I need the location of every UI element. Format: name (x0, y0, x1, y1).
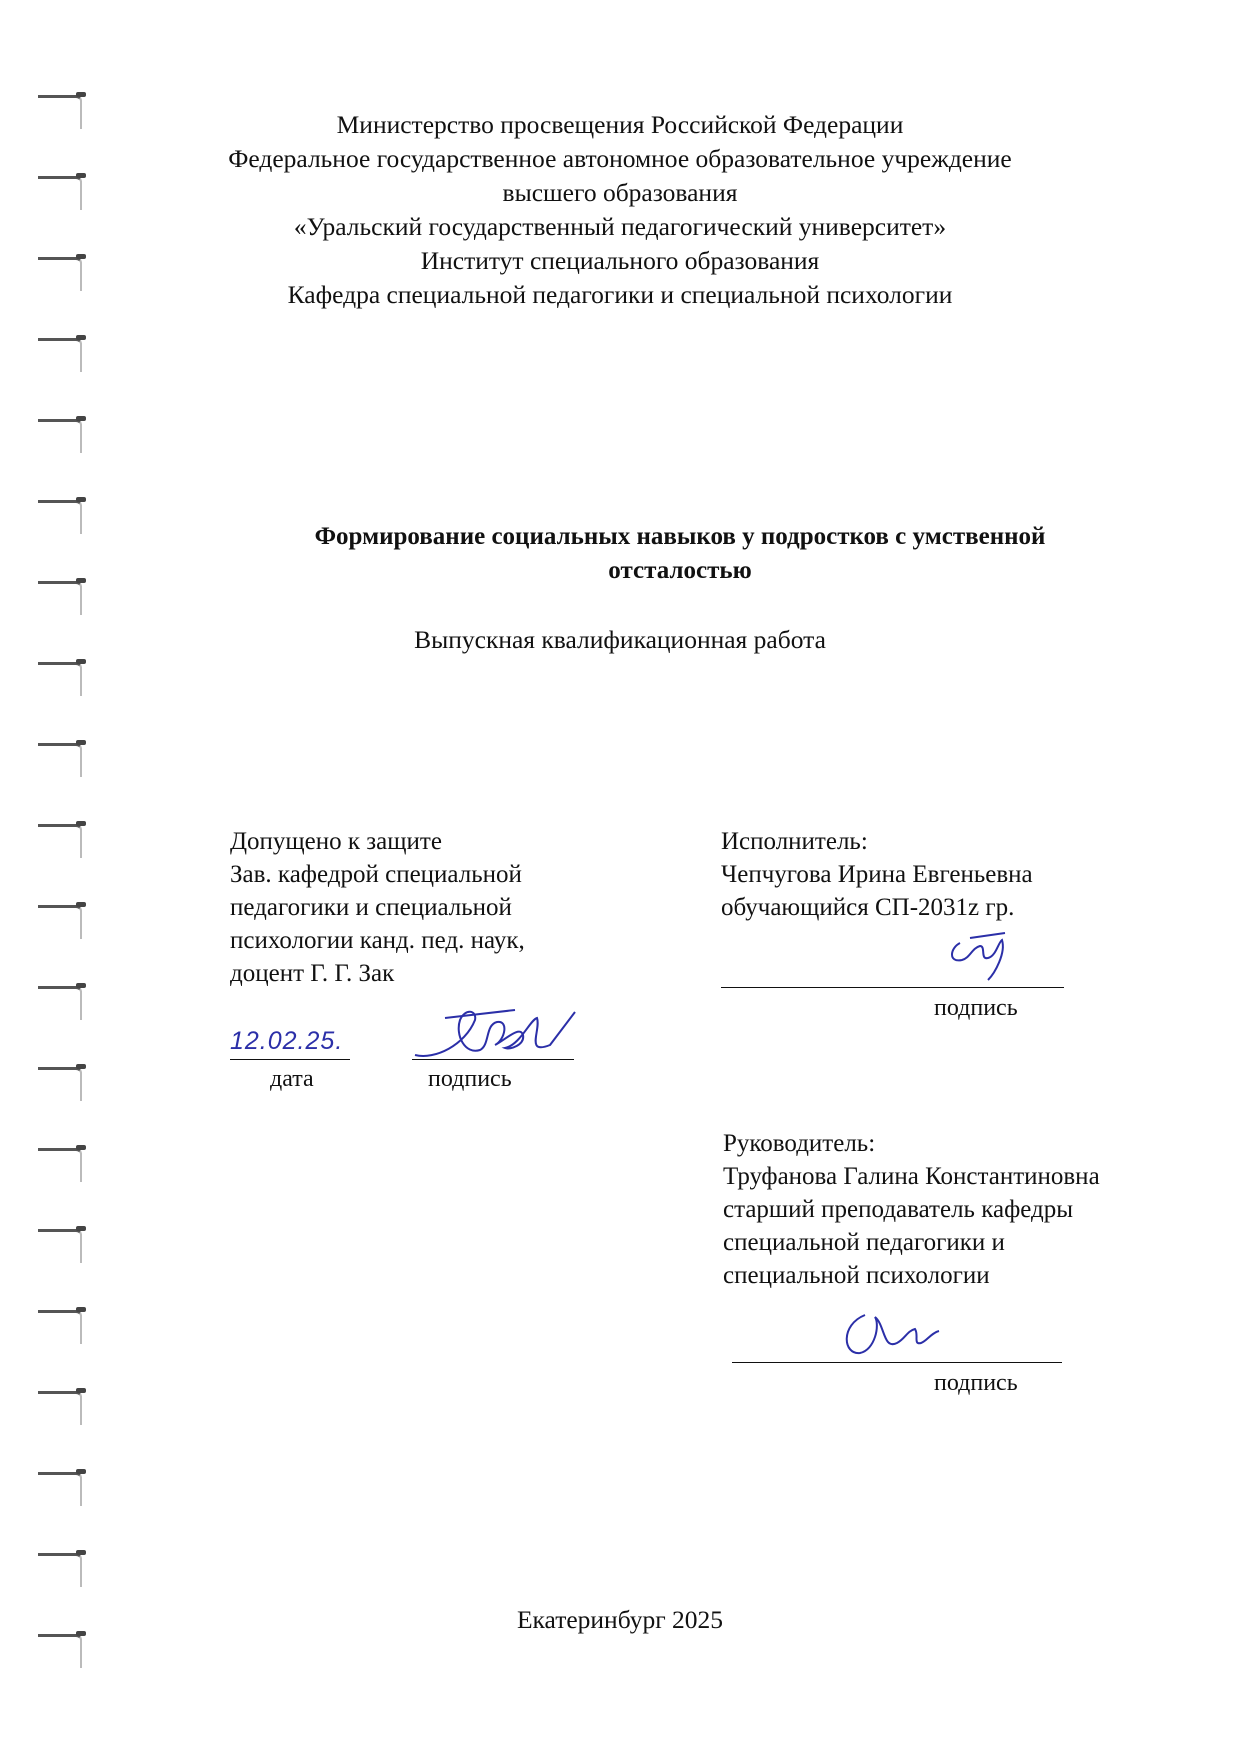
binding-hole (38, 419, 82, 453)
executor-signature-line (721, 987, 1064, 988)
binding-hole (38, 1634, 82, 1668)
supervisor-signature-caption: подпись (934, 1370, 1018, 1396)
supervisor-name: Труфанова Галина Константиновна (723, 1163, 1100, 1190)
binding-hole (38, 1472, 82, 1506)
binding-hole (38, 1148, 82, 1182)
ministry-line: Министерство просвещения Российской Федерации (336, 110, 904, 139)
executor-signature (940, 928, 1020, 988)
executor-signature-caption: подпись (934, 995, 1018, 1021)
university-line: «Уральский государственный педагогический университет» (293, 212, 947, 241)
supervisor-block (723, 1127, 1100, 1292)
admission-signature-caption: подпись (428, 1066, 512, 1092)
binding-hole (38, 500, 82, 534)
executor-block (721, 825, 1033, 924)
binding-hole (38, 1391, 82, 1425)
head-of-department-line1: Зав. кафедрой специальной (230, 861, 522, 888)
handwritten-date: 12.02.25. (230, 1027, 344, 1055)
head-of-department-name: доцент Г. Г. Зак (230, 960, 395, 987)
date-caption: дата (270, 1066, 314, 1092)
binding-hole (38, 581, 82, 615)
executor-role: Исполнитель: (721, 828, 868, 855)
admission-signature (405, 1000, 585, 1070)
binding-hole (38, 743, 82, 777)
binding-hole (38, 1229, 82, 1263)
supervisor-position-line2: специальной педагогики и (723, 1229, 1005, 1256)
institution-line: Федеральное государственное автономное образовательное учреждение (228, 144, 1012, 173)
education-level-line: высшего образования (502, 178, 738, 207)
binding-hole (38, 824, 82, 858)
binding-holes (38, 95, 108, 1745)
binding-hole (38, 986, 82, 1020)
supervisor-signature-line (732, 1362, 1062, 1363)
admission-block (230, 825, 525, 990)
supervisor-role: Руководитель: (723, 1130, 876, 1157)
document-header (0, 108, 1240, 312)
binding-hole (38, 1310, 82, 1344)
head-of-department-line3: психологии канд. пед. наук, (230, 927, 525, 954)
city-year: Екатеринбург 2025 (516, 1605, 724, 1634)
head-of-department-line2: педагогики и специальной (230, 894, 512, 921)
institute-line: Институт специального образования (420, 246, 820, 275)
supervisor-position-line1: старший преподаватель кафедры (723, 1196, 1074, 1223)
admission-label: Допущено к защите (230, 828, 442, 855)
date-line (230, 1059, 350, 1060)
supervisor-position-line3: специальной психологии (723, 1262, 990, 1289)
binding-hole (38, 1067, 82, 1101)
binding-hole (38, 338, 82, 372)
executor-name: Чепчугова Ирина Евгеньевна (721, 861, 1033, 888)
binding-hole (38, 662, 82, 696)
binding-hole (38, 1553, 82, 1587)
title-line-2: отсталостью (608, 557, 752, 584)
thesis-title (230, 520, 1130, 588)
binding-hole (38, 905, 82, 939)
executor-group: обучающийся СП-2031z гр. (721, 894, 1015, 921)
work-type: Выпускная квалификационная работа (414, 625, 826, 654)
title-line-1: Формирование социальных навыков у подростков с умственной (314, 523, 1046, 550)
department-line: Кафедра специальной педагогики и специальной психологии (287, 280, 953, 309)
supervisor-signature (835, 1305, 945, 1365)
